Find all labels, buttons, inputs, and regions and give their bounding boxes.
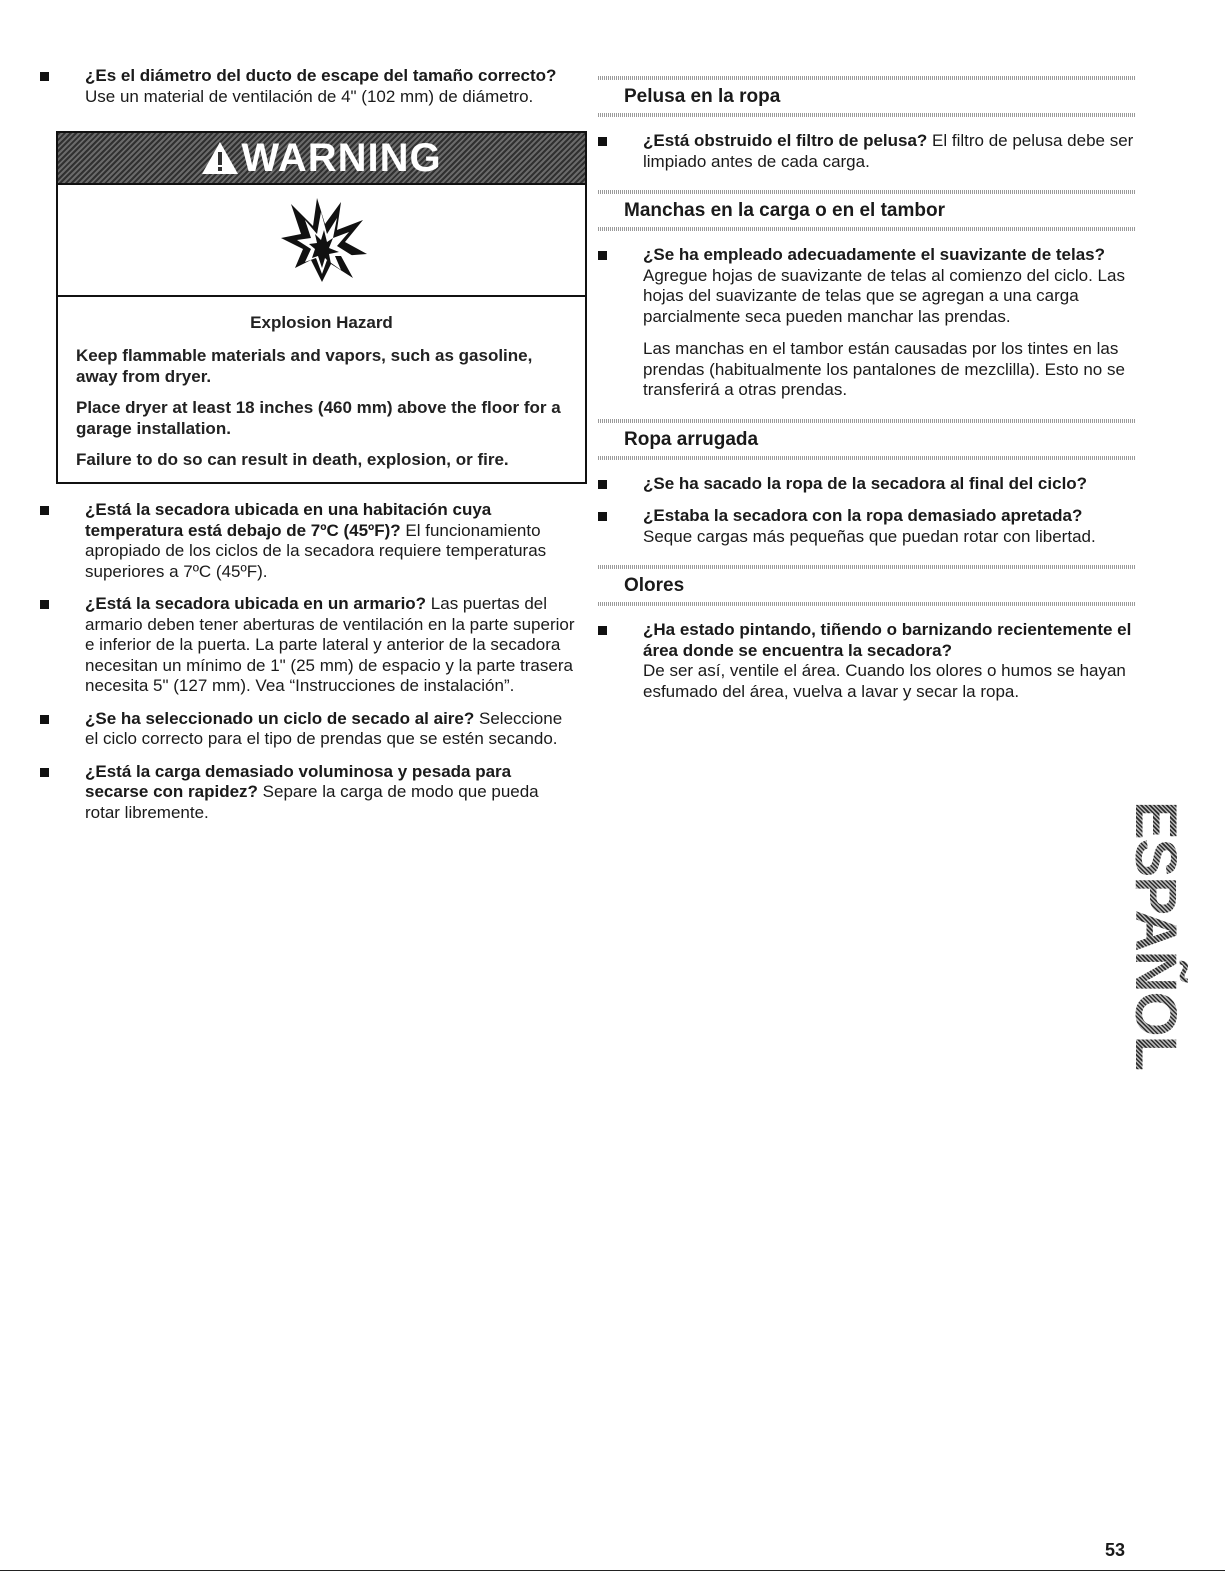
troubleshoot-item xyxy=(40,762,575,824)
warning-hazard-title: Explosion Hazard xyxy=(250,313,393,332)
left-column xyxy=(40,66,575,835)
answer: De ser así, ventile el área. Cuando los olores o humos se hayan esfumado del área, vuelva a lavar y secar la ropa. xyxy=(643,661,1126,701)
language-side-tab xyxy=(1123,800,1189,1070)
bullet-square xyxy=(598,251,607,260)
side-tab-label: ESPAÑOL xyxy=(1123,800,1189,1070)
bottom-rule xyxy=(0,1570,1225,1571)
section-rule-bottom xyxy=(598,602,1135,606)
question: ¿Estaba la secadora con la ropa demasiado apretada? xyxy=(643,506,1083,525)
question: ¿Está la carga demasiado voluminosa y pesada para secarse con rapidez? xyxy=(85,761,512,801)
section-header xyxy=(598,190,1135,231)
question: ¿Está obstruido el filtro de pelusa? xyxy=(643,131,928,150)
answer: Agregue hojas de suavizante de telas al comienzo del ciclo. Las hojas del suavizante de telas que se agregan a una carga parcialmente seca pueden manchar las prendas. xyxy=(643,265,1125,326)
answer: Seleccione el ciclo correcto para el tipo de prendas que se estén secando. xyxy=(85,708,563,748)
bullet-square xyxy=(598,626,607,635)
section-title: Pelusa en la ropa xyxy=(624,86,781,107)
bullet-square xyxy=(598,480,607,489)
section-rule-bottom xyxy=(598,113,1135,117)
troubleshoot-item xyxy=(40,66,575,107)
answer: Use un material de ventilación de 4" (102 mm) de diámetro. xyxy=(85,86,534,106)
answer: El filtro de pelusa debe ser limpiado antes de cada carga. xyxy=(643,131,1134,171)
warning-symbol-area xyxy=(58,185,585,297)
section-pelusa xyxy=(598,76,1135,172)
bullet-square xyxy=(40,768,49,777)
bullet-square xyxy=(40,600,49,609)
section-rule-bottom xyxy=(598,227,1135,231)
troubleshoot-item xyxy=(40,709,575,750)
troubleshoot-item xyxy=(40,500,575,582)
section-title: Manchas en la carga o en el tambor xyxy=(624,200,945,221)
question: ¿Está la secadora ubicada en un armario? xyxy=(85,594,427,613)
bullet-square xyxy=(40,72,49,81)
section-title: Ropa arrugada xyxy=(624,428,759,450)
troubleshoot-item xyxy=(598,474,1135,495)
bullet-square xyxy=(40,506,49,515)
question: ¿Ha estado pintando, tiñendo o barnizando recientemente el área donde se encuentra la secadora? xyxy=(643,620,1132,660)
section-olores xyxy=(598,565,1135,702)
section-header xyxy=(598,565,1135,606)
question: ¿Se ha sacado la ropa de la secadora al final del ciclo? xyxy=(643,473,1088,493)
warning-line: Place dryer at least 18 inches (460 mm) above the floor for a garage installation. xyxy=(76,398,561,438)
section-rule-bottom xyxy=(598,456,1135,460)
warning-header xyxy=(58,133,585,185)
answer-extra: Las manchas en el tambor están causadas por los tintes en las prendas (habitualmente los pantalones de mezclilla). Esto no se transferirá a otras prendas. xyxy=(643,339,1125,399)
question: ¿Se ha empleado adecuadamente el suavizante de telas? xyxy=(643,245,1106,264)
bullet-square xyxy=(40,715,49,724)
right-column xyxy=(598,76,1135,720)
question: ¿Se ha seleccionado un ciclo de secado al aire? xyxy=(85,708,475,728)
bullet-square xyxy=(598,512,607,521)
troubleshoot-item xyxy=(598,245,1135,401)
troubleshoot-item xyxy=(598,506,1135,547)
section-title: Olores xyxy=(624,575,685,596)
answer: Separe la carga de modo que pueda rotar libremente. xyxy=(85,782,539,822)
bullet-square xyxy=(598,137,607,146)
warning-line: Failure to do so can result in death, explosion, or fire. xyxy=(76,450,509,469)
explosion-icon xyxy=(267,194,377,286)
section-header xyxy=(598,76,1135,117)
troubleshoot-item xyxy=(598,620,1135,702)
page-number: 53 xyxy=(1104,1540,1125,1560)
warning-triangle-icon xyxy=(201,141,239,175)
question: ¿Está la secadora ubicada en una habitación cuya temperatura está debajo de 7ºC (45ºF)? xyxy=(85,500,492,540)
answer: Las puertas del armario deben tener aberturas de ventilación en la parte superior e inferior de la puerta. La parte lateral y anterior de la secadora necesitan un mínimo de 1" (25 mm) de espacio y la parte trasera necesita 5" (127 mm). Vea “Instrucciones de instalación”. xyxy=(85,594,575,695)
question: ¿Es el diámetro del ducto de escape del tamaño correcto? xyxy=(85,66,557,85)
troubleshoot-item xyxy=(598,131,1135,172)
troubleshoot-item xyxy=(40,594,575,697)
answer: Seque cargas más pequeñas que puedan rotar con libertad. xyxy=(643,526,1096,546)
section-ropa-arrugada xyxy=(598,419,1135,548)
section-manchas xyxy=(598,190,1135,401)
section-header xyxy=(598,419,1135,460)
warning-box xyxy=(56,131,587,484)
answer: El funcionamiento apropiado de los ciclos de la secadora requiere temperaturas superiores a 7ºC (45ºF). xyxy=(85,520,547,581)
warning-line: Keep flammable materials and vapors, such as gasoline, away from dryer. xyxy=(76,346,533,386)
warning-title: WARNING xyxy=(241,135,442,180)
